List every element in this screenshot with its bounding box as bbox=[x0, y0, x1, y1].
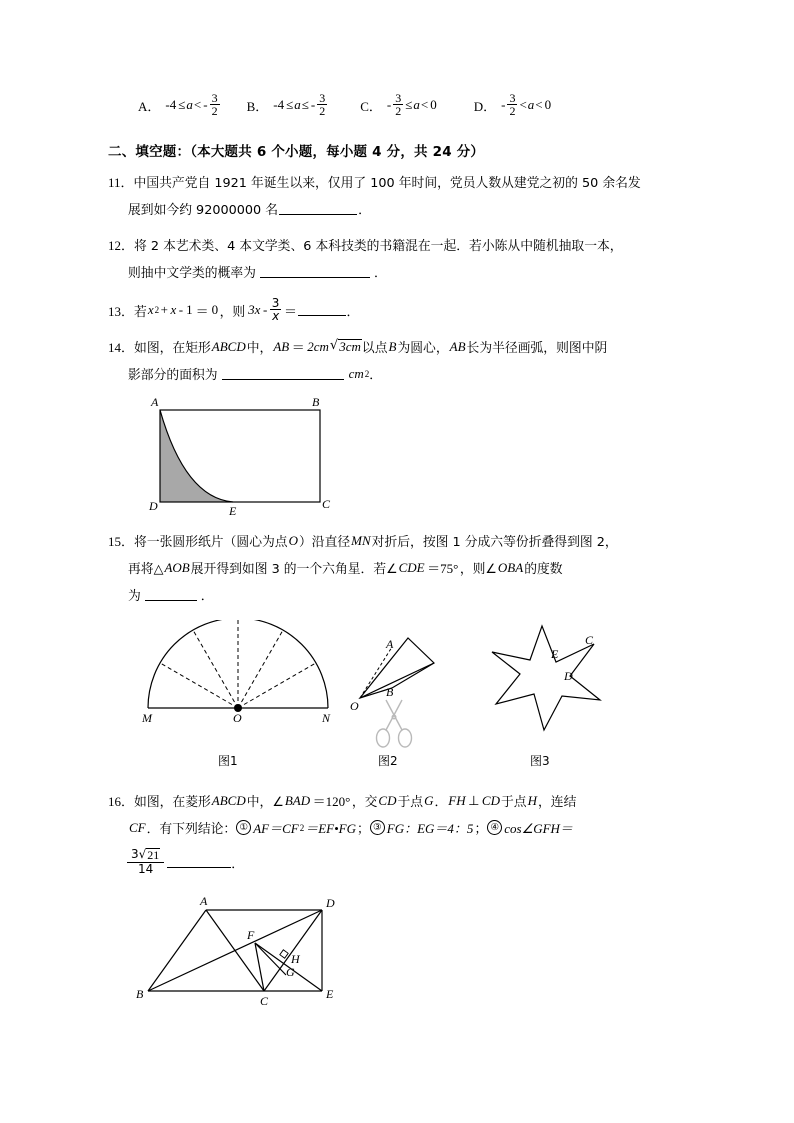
question-13-one: 1 bbox=[186, 302, 193, 318]
question-13-equals: ＝ bbox=[195, 303, 209, 319]
diagonal-bd bbox=[148, 910, 322, 991]
question-14-unit-exponent: 2 bbox=[364, 368, 370, 379]
radius-60 bbox=[238, 630, 283, 708]
label-o: O bbox=[233, 711, 242, 724]
rhombus-abcd-diagram bbox=[134, 893, 349, 1008]
question-16-line-3 bbox=[128, 848, 244, 876]
question-15-figure-3 bbox=[482, 618, 612, 738]
question-14-line-2 bbox=[128, 364, 382, 383]
question-16-bad: BAD bbox=[284, 792, 311, 808]
semicircle-diagram bbox=[132, 620, 344, 724]
choice-a-rel1: ≤ bbox=[178, 97, 186, 113]
choice-d-right: 0 bbox=[544, 97, 552, 113]
question-15-aob: AOB bbox=[164, 559, 190, 575]
question-13-frac-numerator: 3 bbox=[271, 295, 280, 310]
label-h: H bbox=[291, 952, 300, 966]
question-12-text-2: 则抽中文学类的概率为 bbox=[128, 266, 256, 281]
question-15-text-e: 展开得到如图 3 的一个六角星．若∠ bbox=[190, 562, 398, 577]
label-m: M bbox=[142, 711, 152, 724]
question-16-text-f: 于点 bbox=[500, 795, 527, 810]
choice-b-left: -4 bbox=[273, 97, 285, 113]
choice-c-fraction bbox=[393, 92, 403, 118]
choice-b-rel2: ≤ bbox=[301, 97, 309, 113]
conclusion-1-text: AF＝CF bbox=[253, 821, 299, 836]
question-16-text-c: ，交 bbox=[351, 795, 378, 810]
question-15-figure-1 bbox=[132, 620, 344, 724]
question-13-exponent: 2 bbox=[154, 305, 160, 316]
label-e: E bbox=[326, 987, 334, 1001]
choice-b-expression bbox=[272, 92, 328, 118]
question-14-abcd: ABCD bbox=[211, 338, 246, 354]
conclusion-1-semicolon: ； bbox=[356, 822, 370, 837]
choice-a-label: A． bbox=[138, 98, 161, 114]
star-outline bbox=[492, 626, 600, 730]
choice-c-frac-denominator: 2 bbox=[395, 104, 402, 119]
conclusion-3-text: FG：EG＝4：5 bbox=[386, 821, 474, 836]
question-15-text-c: 对折后，按图 1 分成六等份折叠得到图 2， bbox=[371, 535, 618, 550]
label-b: B bbox=[136, 987, 144, 1001]
question-14-unit: cm bbox=[348, 365, 364, 381]
figure-3-caption: 图3 bbox=[530, 754, 550, 768]
question-16-cf: CF bbox=[129, 819, 146, 835]
question-15-cde: CDE bbox=[398, 559, 425, 575]
choice-c[interactable] bbox=[360, 92, 438, 118]
figure-2-caption: 图2 bbox=[378, 754, 398, 768]
question-13-frac-denominator: x bbox=[272, 309, 280, 324]
question-13-zero: 0 bbox=[211, 302, 219, 318]
question-14-text-a: 如图，在矩形 bbox=[134, 341, 211, 356]
question-13-number: 13． bbox=[108, 303, 135, 319]
question-16-cd: CD bbox=[378, 792, 397, 808]
question-14-radicand: 3cm bbox=[339, 338, 361, 354]
choice-b-fraction bbox=[317, 92, 327, 118]
label-d: D bbox=[149, 499, 158, 513]
question-14-equals: ＝ bbox=[291, 340, 305, 355]
section-heading: 二、填空题：（本大题共 6 个小题，每小题 4 分，共 24 分） bbox=[108, 144, 485, 160]
question-15-text-b: ）沿直径 bbox=[298, 535, 351, 550]
six-pointed-star-diagram bbox=[482, 618, 612, 738]
question-12-period: ． bbox=[373, 266, 387, 281]
question-16-line-2 bbox=[128, 818, 574, 837]
question-11-period: ． bbox=[358, 203, 371, 218]
radical-sign-icon: √ bbox=[329, 337, 339, 353]
radius-120 bbox=[193, 630, 238, 708]
choice-b-var: a bbox=[294, 97, 301, 113]
question-16-cd-2: CD bbox=[481, 792, 500, 808]
conclusion-4-marker: ④ bbox=[487, 820, 502, 835]
question-16-line-1 bbox=[108, 791, 576, 810]
question-11-number: 11． bbox=[108, 175, 134, 190]
question-15-point-o: O bbox=[288, 532, 298, 548]
label-e: E bbox=[229, 504, 237, 517]
segment-ba bbox=[148, 910, 206, 991]
question-16-text-a: 如图，在菱形 bbox=[134, 795, 211, 810]
question-16-text-h: ．有下列结论： bbox=[146, 822, 237, 837]
right-angle-mark bbox=[280, 950, 288, 958]
question-15-line-2 bbox=[128, 558, 563, 577]
edge-ob bbox=[360, 663, 434, 698]
question-16-point-g: G bbox=[424, 792, 434, 808]
choice-c-right: 0 bbox=[430, 97, 437, 113]
radius-150 bbox=[160, 663, 238, 708]
choice-d-sign: - bbox=[501, 97, 506, 113]
question-15-text-h: 为 bbox=[128, 589, 141, 604]
figure-1-caption: 图1 bbox=[218, 754, 238, 768]
label-g: G bbox=[286, 965, 295, 979]
question-15-figure-2 bbox=[350, 618, 470, 748]
question-16-abcd: ABCD bbox=[211, 792, 246, 808]
label-d: D bbox=[326, 896, 335, 910]
question-11-text-2: 展到如今约 92000000 名 bbox=[128, 203, 279, 218]
conclusion-3-semicolon: ； bbox=[474, 822, 488, 837]
question-15-answer-blank[interactable] bbox=[145, 589, 197, 601]
choice-a-expression bbox=[164, 92, 220, 118]
choice-d-var: a bbox=[527, 97, 535, 113]
question-16-figure bbox=[134, 893, 349, 1008]
choice-a-sign: - bbox=[203, 97, 208, 113]
question-14-number: 14． bbox=[108, 340, 135, 355]
question-14-ab: AB bbox=[273, 338, 290, 354]
question-15-text-a: 将一张圆形纸片（圆心为点 bbox=[134, 535, 288, 550]
rectangle-abcd-diagram bbox=[130, 392, 350, 517]
label-b: B bbox=[386, 685, 394, 699]
choice-b-label: B． bbox=[246, 98, 269, 114]
question-14-answer-blank[interactable] bbox=[222, 368, 344, 380]
question-13-x: x bbox=[147, 302, 154, 318]
choice-b-frac-numerator: 3 bbox=[319, 90, 326, 105]
question-14-text-e: 长为半径画弧，则图中阴 bbox=[466, 341, 608, 356]
question-12-text-1: 将 2 本艺术类、4 本文学类、6 本科技类的书籍混在一起．若小陈从中随机抽取一本， bbox=[134, 239, 623, 254]
question-16-perp: ⊥ bbox=[468, 792, 480, 808]
question-16-frac-numerator bbox=[129, 848, 162, 863]
question-16-answer-blank[interactable] bbox=[167, 856, 231, 868]
question-16-bad-value: ＝120° bbox=[312, 794, 351, 809]
label-d: D bbox=[564, 669, 573, 683]
question-11-text-1: 中国共产党自 1921 年诞生以来，仅用了 100 年时间，党员人数从建党之初的 50 余名发 bbox=[133, 176, 641, 191]
question-14-2cm: 2cm bbox=[307, 338, 329, 354]
question-14-radical bbox=[330, 339, 362, 355]
label-c: C bbox=[260, 994, 269, 1008]
label-b: B bbox=[312, 395, 320, 409]
question-16-point-h: H bbox=[527, 792, 537, 808]
question-15-oba: OBA bbox=[497, 559, 524, 575]
question-12-line-2 bbox=[128, 262, 387, 281]
question-13-equals-2: ＝ bbox=[283, 303, 297, 319]
choice-c-expression bbox=[386, 92, 438, 118]
question-14-point-b: B bbox=[388, 338, 397, 354]
question-13-line-1 bbox=[108, 297, 359, 323]
choice-d-rel1: < bbox=[519, 97, 527, 113]
question-16-frac-radical bbox=[139, 848, 161, 863]
label-a: A bbox=[200, 894, 208, 908]
shaded-region bbox=[160, 410, 233, 502]
choice-a-frac-denominator: 2 bbox=[211, 104, 218, 119]
question-15-text-d: 再将△ bbox=[128, 562, 164, 577]
question-16-text-e: ． bbox=[434, 795, 448, 810]
choice-a-frac-numerator: 3 bbox=[211, 90, 218, 105]
question-16-period: ． bbox=[231, 856, 245, 872]
choice-d-expression bbox=[500, 92, 552, 118]
question-12-number: 12． bbox=[108, 238, 135, 253]
question-11-line-1 bbox=[108, 172, 641, 191]
question-11-answer-blank[interactable] bbox=[279, 203, 357, 215]
conclusion-1-text-2: ＝EF•FG bbox=[305, 821, 356, 836]
question-14-text-c: 以点 bbox=[361, 341, 388, 356]
choice-a-rel2: < bbox=[193, 97, 202, 113]
folded-sector-diagram bbox=[350, 618, 470, 748]
question-14-text-2: 影部分的面积为 bbox=[128, 368, 218, 383]
question-16-text-b: 中，∠ bbox=[246, 795, 284, 810]
choice-b[interactable] bbox=[247, 92, 329, 118]
label-a: A bbox=[151, 395, 159, 409]
choice-c-label: C． bbox=[360, 98, 382, 114]
question-13-3x: 3x bbox=[248, 302, 261, 318]
question-14-text-b: 中， bbox=[246, 341, 273, 356]
scissors-icon bbox=[377, 700, 412, 747]
choice-d-fraction bbox=[507, 92, 517, 118]
label-f: F bbox=[247, 928, 255, 942]
question-12-answer-blank[interactable] bbox=[260, 266, 370, 278]
conclusion-4-text: cos∠GFH＝ bbox=[504, 821, 573, 836]
radius-30 bbox=[238, 663, 316, 708]
question-16-frac-denominator: 14 bbox=[127, 862, 164, 876]
choice-a-left: -4 bbox=[165, 97, 177, 113]
conclusion-1-exponent: 2 bbox=[299, 822, 305, 833]
question-13-minus: - bbox=[178, 302, 184, 318]
choice-c-frac-numerator: 3 bbox=[395, 90, 402, 105]
label-o: O bbox=[350, 699, 359, 713]
question-15-text-f: ，则∠ bbox=[459, 562, 497, 577]
label-c: C bbox=[322, 497, 331, 511]
label-a: A bbox=[386, 637, 394, 651]
choice-d-frac-numerator: 3 bbox=[509, 90, 516, 105]
question-13-comma: ，则 bbox=[219, 304, 246, 320]
question-15-text-g: 的度数 bbox=[524, 562, 563, 577]
question-15-cde-value: ＝75° bbox=[427, 561, 459, 576]
conclusion-1-marker: ① bbox=[236, 820, 251, 835]
choice-a-var: a bbox=[186, 97, 193, 113]
question-16-fh: FH bbox=[448, 792, 466, 808]
question-16-radicand: 21 bbox=[147, 847, 160, 862]
choice-c-rel2: < bbox=[420, 97, 429, 113]
question-15-line-3 bbox=[128, 585, 214, 604]
choice-b-frac-denominator: 2 bbox=[319, 104, 326, 119]
question-12-line-1 bbox=[108, 235, 623, 254]
question-13-fraction bbox=[270, 297, 282, 323]
question-15-number: 15． bbox=[108, 534, 135, 549]
choice-a[interactable] bbox=[138, 92, 221, 118]
choice-c-rel1: ≤ bbox=[405, 97, 413, 113]
choice-b-rel1: ≤ bbox=[286, 97, 294, 113]
question-13-plus: + bbox=[160, 302, 168, 318]
choice-a-fraction bbox=[210, 92, 220, 118]
choice-d-label: D． bbox=[473, 98, 497, 114]
choice-d[interactable] bbox=[474, 92, 552, 118]
choice-d-frac-denominator: 2 bbox=[509, 104, 516, 119]
question-13-x2: x bbox=[170, 302, 177, 318]
question-13-prefix: 若 bbox=[134, 304, 147, 320]
question-14-text-d: 为圆心， bbox=[397, 341, 449, 356]
conclusion-3-marker: ③ bbox=[370, 820, 385, 835]
choice-d-rel2: < bbox=[535, 97, 543, 113]
question-16-frac-coefficient: 3 bbox=[131, 846, 139, 861]
question-15-mn: MN bbox=[351, 532, 371, 548]
question-14-figure bbox=[130, 392, 350, 517]
question-15-line-1 bbox=[108, 531, 618, 550]
question-16-fraction bbox=[129, 848, 162, 876]
choices-row bbox=[138, 92, 552, 118]
question-16-text-d: 于点 bbox=[397, 795, 424, 810]
label-e: E bbox=[551, 647, 559, 661]
question-11-line-2 bbox=[128, 199, 371, 218]
question-16-text-g: ，连结 bbox=[537, 795, 577, 810]
question-14-ab-2: AB bbox=[449, 338, 466, 354]
question-13-answer-blank[interactable] bbox=[298, 304, 346, 316]
label-n: N bbox=[322, 711, 331, 724]
radical-sign-icon: √ bbox=[138, 846, 147, 861]
question-13-minus-2: - bbox=[262, 302, 268, 318]
question-15-period: ． bbox=[200, 589, 214, 604]
choice-c-sign: - bbox=[386, 97, 392, 113]
question-14-line-1 bbox=[108, 337, 607, 356]
choice-c-var: a bbox=[413, 97, 420, 113]
question-16-number: 16． bbox=[108, 794, 135, 809]
question-14-period: ． bbox=[369, 368, 383, 383]
label-c: C bbox=[585, 633, 594, 647]
choice-b-sign: - bbox=[310, 97, 316, 113]
question-13-period: ． bbox=[346, 304, 360, 320]
